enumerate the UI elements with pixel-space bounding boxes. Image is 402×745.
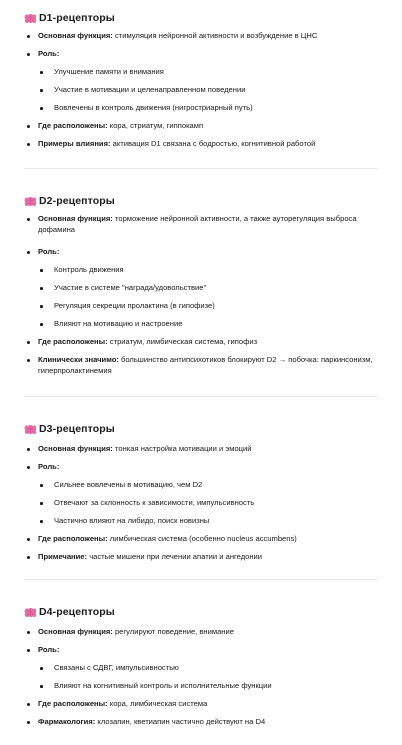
role-label: Роль: [38,645,60,654]
function-line: Основная функция: торможение нейронной активности, а также ауторегуляция выброса дофамина [38,214,357,234]
section-divider [24,396,378,397]
function-line: Основная функция: регулируют поведение, внимание [38,627,234,636]
bullet-dot [27,649,30,652]
clinical-line: Клинически значимо: большинство антипсихотиков блокируют D2 → побочка: паркинсонизм, гиперпролактинемия [38,355,373,375]
role-item: Частично влияют на либидо, поиск новизны [54,516,210,525]
sub-bullet-dot [40,685,43,688]
bullet-dot [27,556,30,559]
role-item: Участие в мотивации и целенаправленном поведении [54,85,246,94]
role-item: Улучшение памяти и внимания [54,67,164,76]
section-title: D3-рецепторы [39,423,115,435]
bullet-dot [27,721,30,724]
bullet-dot [27,143,30,146]
location-line: Где расположены: лимбическая система (особенно nucleus accumbens) [38,534,297,543]
role-item: Влияют на мотивацию и настроение [54,319,183,328]
brain-icon [24,607,36,618]
role-item: Связаны с СДВГ, импульсивностью [54,663,179,672]
section-divider [24,168,378,169]
role-item: Вовлечены в контроль движения (нигростриарный путь) [54,103,253,112]
section-heading [24,10,115,26]
role-item: Влияют на когнитивный контроль и исполнительные функции [54,681,272,690]
section-title: D4-рецепторы [39,606,115,618]
function-line: Основная функция: тонкая настройка мотивации и эмоций [38,444,252,453]
bullet-dot [27,703,30,706]
bullet-dot [27,218,30,221]
section-heading [24,421,115,437]
location-line: Где расположены: кора, лимбическая система [38,699,208,708]
role-item: Регуляция секреции пролактина (в гипофизе) [54,301,215,310]
section-title: D1-рецепторы [39,12,115,24]
examples-line: Примеры влияния: активация D1 связана с бодростью, когнитивной работой [38,139,316,148]
section-divider [24,579,378,580]
pharmacology-line: Фармакология: клозапин, кветиапин частично действуют на D4 [38,717,266,726]
brain-icon [24,196,36,207]
bullet-dot [27,341,30,344]
sub-bullet-dot [40,667,43,670]
sub-bullet-dot [40,89,43,92]
location-line: Где расположены: стриатум, лимбическая система, гипофиз [38,337,258,346]
bullet-dot [27,251,30,254]
section-heading [24,193,115,209]
bullet-dot [27,631,30,634]
brain-icon [24,424,36,435]
sub-bullet-dot [40,484,43,487]
note-line: Примечание: частые мишени при лечении апатии и ангедонии [38,552,263,561]
role-label: Роль: [38,49,60,58]
bullet-dot [27,125,30,128]
sub-bullet-dot [40,520,43,523]
sub-bullet-dot [40,71,43,74]
section-title: D2-рецепторы [39,195,115,207]
role-item: Отвечают за склонность к зависимости, импульсивность [54,498,255,507]
section-heading [24,604,115,620]
brain-icon [24,13,36,24]
bullet-dot [27,466,30,469]
bullet-dot [27,448,30,451]
role-item: Контроль движения [54,265,124,274]
bullet-dot [27,53,30,56]
location-line: Где расположены: кора, стриатум, гиппокамп [38,121,204,130]
bullet-dot [27,538,30,541]
bullet-dot [27,359,30,362]
bullet-dot [27,35,30,38]
sub-bullet-dot [40,305,43,308]
sub-bullet-dot [40,269,43,272]
role-item: Участие в системе "награда/удовольствие" [54,283,207,292]
sub-bullet-dot [40,287,43,290]
sub-bullet-dot [40,107,43,110]
sub-bullet-dot [40,323,43,326]
role-item: Сильнее вовлечены в мотивацию, чем D2 [54,480,203,489]
sub-bullet-dot [40,502,43,505]
role-label: Роль: [38,462,60,471]
role-label: Роль: [38,247,60,256]
function-line: Основная функция: стимуляция нейронной активности и возбуждение в ЦНС [38,31,318,40]
